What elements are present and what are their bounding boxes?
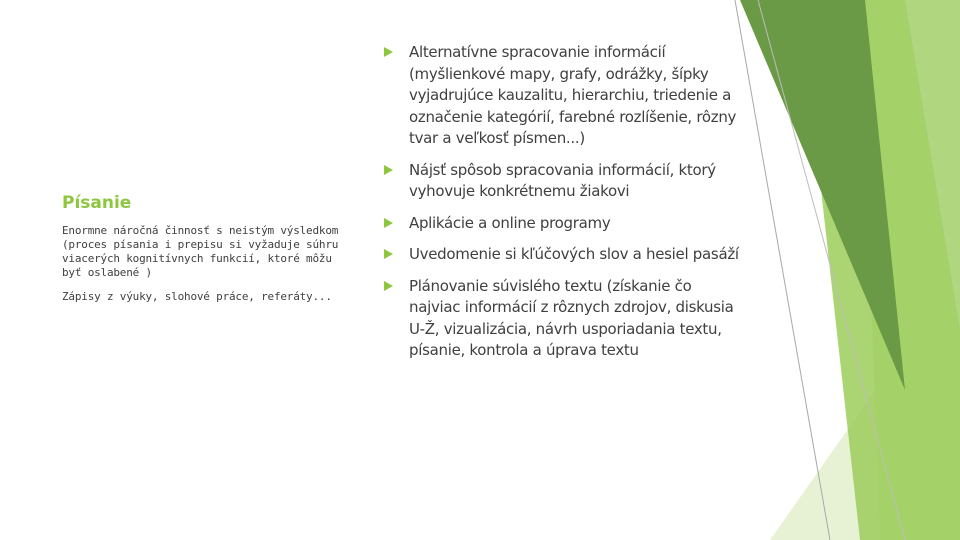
left-column: [62, 192, 352, 312]
triangle-bullet-icon: [384, 47, 393, 57]
bullet-text: Plánovanie súvislého textu (získanie čo najviac informácií z rôznych zdrojov, diskusia U-Ž, vizualizácia, návrh usporiadania textu, písanie, kontrola a úprava textu: [409, 276, 734, 359]
bullet-list: [384, 42, 744, 372]
bullet-item: [384, 213, 744, 235]
triangle-bullet-icon: [384, 281, 393, 291]
bullet-text: Nájsť spôsob spracovania informácií, ktorý vyhovuje konkrétnemu žiakovi: [409, 160, 716, 200]
bullet-item: [384, 42, 744, 150]
bullet-item: [384, 160, 744, 203]
examples-paragraph: Zápisy z výuky, slohové práce, referáty...: [62, 290, 332, 303]
triangle-bullet-icon: [384, 249, 393, 259]
bullet-text: Aplikácie a online programy: [409, 213, 611, 232]
bullet-item: [384, 244, 744, 266]
bullet-text: Uvedomenie si kľúčových slov a hesiel pasáží: [409, 245, 739, 263]
triangle-bullet-icon: [384, 218, 393, 228]
description-paragraph: Enormne náročná činnosť s neistým výsledkom (proces písania i prepisu si vyžaduje súhru viacerých kognitívnych funkcií, ktoré môžu byť oslabené ): [62, 224, 339, 279]
bullet-item: [384, 276, 744, 362]
triangle-bullet-icon: [384, 165, 393, 175]
section-title: Písanie: [62, 193, 132, 213]
bullet-text: Alternatívne spracovanie informácií (myšlienkové mapy, grafy, odrážky, šípky vyjadrujúce kauzalitu, hierarchiu, triedenie a označenie kategórií, farebné rozlíšenie, rôzny tvar a veľkosť písmen...): [409, 43, 737, 147]
